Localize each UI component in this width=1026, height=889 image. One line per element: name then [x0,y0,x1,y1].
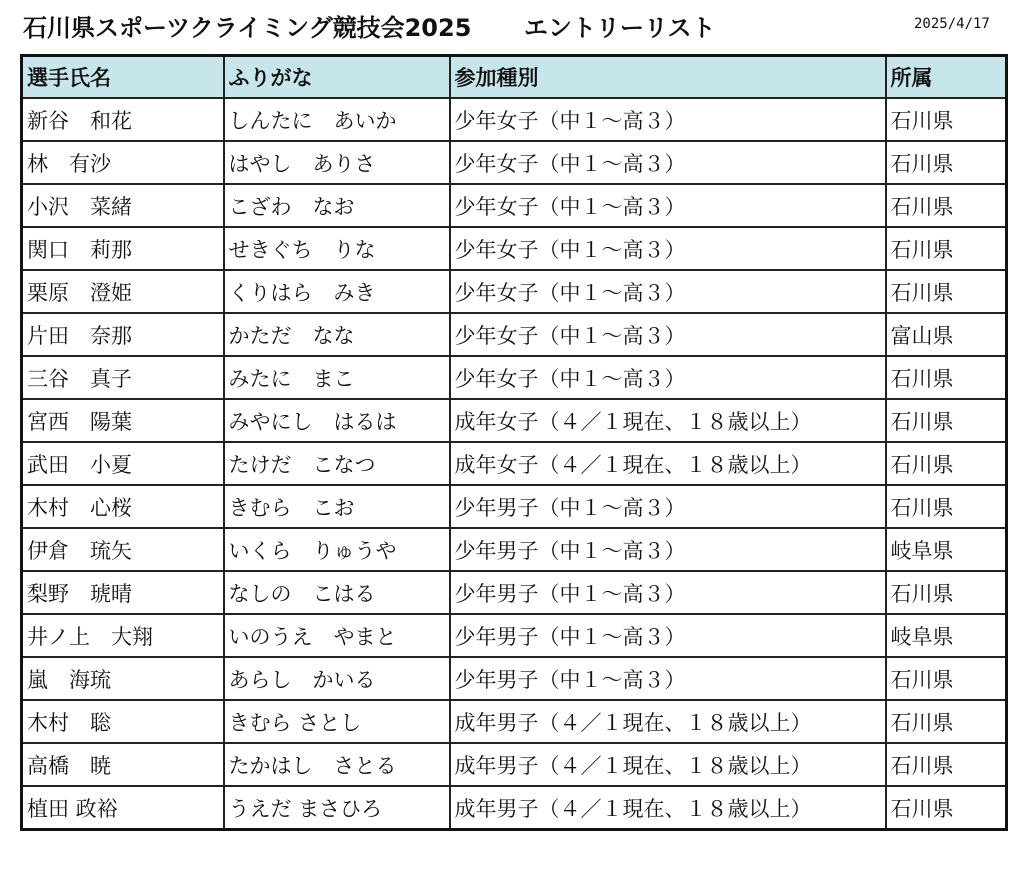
furigana-cell: みやにし はるは [224,399,450,442]
table-row [22,98,1007,141]
affiliation-cell: 石川県 [886,485,1007,528]
furigana-cell: いのうえ やまと [224,614,450,657]
table-row [22,528,1007,571]
affiliation-cell: 石川県 [886,700,1007,743]
furigana-cell: はやし ありさ [224,141,450,184]
furigana-cell: たかはし さとる [224,743,450,786]
name-cell: 伊倉 琉矢 [22,528,224,571]
category-cell: 少年女子（中１～高３） [450,141,886,184]
affiliation-cell: 石川県 [886,786,1007,830]
affiliation-cell: 石川県 [886,571,1007,614]
name-cell: 梨野 琥晴 [22,571,224,614]
category-cell: 少年女子（中１～高３） [450,356,886,399]
entry-table [20,54,1008,831]
table-row [22,485,1007,528]
affiliation-cell: 富山県 [886,313,1007,356]
category-cell: 少年男子（中１～高３） [450,571,886,614]
furigana-cell: みたに まこ [224,356,450,399]
affiliation-cell: 石川県 [886,442,1007,485]
table-row [22,657,1007,700]
affiliation-cell: 石川県 [886,98,1007,141]
table-row [22,700,1007,743]
furigana-cell: あらし かいる [224,657,450,700]
category-cell: 少年女子（中１～高３） [450,184,886,227]
name-cell: 嵐 海琉 [22,657,224,700]
table-row [22,743,1007,786]
name-cell: 新谷 和花 [22,98,224,141]
furigana-cell: たけだ こなつ [224,442,450,485]
category-cell: 少年女子（中１～高３） [450,98,886,141]
name-cell: 高橋 暁 [22,743,224,786]
name-cell: 木村 聡 [22,700,224,743]
table-row [22,141,1007,184]
affiliation-cell: 石川県 [886,743,1007,786]
category-cell: 少年女子（中１～高３） [450,270,886,313]
table-row [22,270,1007,313]
table-row [22,786,1007,830]
category-cell: 少年女子（中１～高３） [450,227,886,270]
name-cell: 片田 奈那 [22,313,224,356]
table-header-row [22,56,1007,99]
name-cell: 武田 小夏 [22,442,224,485]
column-header-affiliation: 所属 [886,56,1007,99]
furigana-cell: こざわ なお [224,184,450,227]
column-header-name: 選手氏名 [22,56,224,99]
table-row [22,227,1007,270]
category-cell: 少年男子（中１～高３） [450,485,886,528]
category-cell: 少年男子（中１～高３） [450,528,886,571]
name-cell: 井ノ上 大翔 [22,614,224,657]
page-subtitle: エントリーリスト [524,14,716,42]
category-cell: 少年男子（中１～高３） [450,614,886,657]
affiliation-cell: 石川県 [886,227,1007,270]
affiliation-cell: 石川県 [886,657,1007,700]
affiliation-cell: 石川県 [886,184,1007,227]
name-cell: 林 有沙 [22,141,224,184]
name-cell: 栗原 澄姫 [22,270,224,313]
furigana-cell: きむら こお [224,485,450,528]
affiliation-cell: 岐阜県 [886,614,1007,657]
column-header-category: 参加種別 [450,56,886,99]
table-body [22,98,1007,830]
affiliation-cell: 石川県 [886,270,1007,313]
table-row [22,184,1007,227]
category-cell: 成年男子（４／１現在、１８歳以上） [450,786,886,830]
affiliation-cell: 石川県 [886,399,1007,442]
column-header-furigana: ふりがな [224,56,450,99]
table-row [22,356,1007,399]
table-row [22,313,1007,356]
name-cell: 宮西 陽葉 [22,399,224,442]
furigana-cell: くりはら みき [224,270,450,313]
name-cell: 三谷 真子 [22,356,224,399]
furigana-cell: せきぐち りな [224,227,450,270]
category-cell: 成年男子（４／１現在、１８歳以上） [450,743,886,786]
furigana-cell: かただ なな [224,313,450,356]
category-cell: 成年女子（４／１現在、１８歳以上） [450,399,886,442]
category-cell: 少年男子（中１～高３） [450,657,886,700]
name-cell: 関口 莉那 [22,227,224,270]
furigana-cell: いくら りゅうや [224,528,450,571]
name-cell: 小沢 菜緒 [22,184,224,227]
furigana-cell: うえだ まさひろ [224,786,450,830]
table-row [22,614,1007,657]
affiliation-cell: 岐阜県 [886,528,1007,571]
date-label: 2025/4/17 [914,16,990,32]
affiliation-cell: 石川県 [886,141,1007,184]
furigana-cell: なしの こはる [224,571,450,614]
name-cell: 植田 政裕 [22,786,224,830]
category-cell: 少年女子（中１～高３） [450,313,886,356]
table-row [22,571,1007,614]
page-title: 石川県スポーツクライミング競技会2025 [23,14,472,42]
furigana-cell: しんたに あいか [224,98,450,141]
category-cell: 成年女子（４／１現在、１８歳以上） [450,442,886,485]
name-cell: 木村 心桜 [22,485,224,528]
affiliation-cell: 石川県 [886,356,1007,399]
furigana-cell: きむら さとし [224,700,450,743]
table-row [22,399,1007,442]
category-cell: 成年男子（４／１現在、１８歳以上） [450,700,886,743]
table-row [22,442,1007,485]
